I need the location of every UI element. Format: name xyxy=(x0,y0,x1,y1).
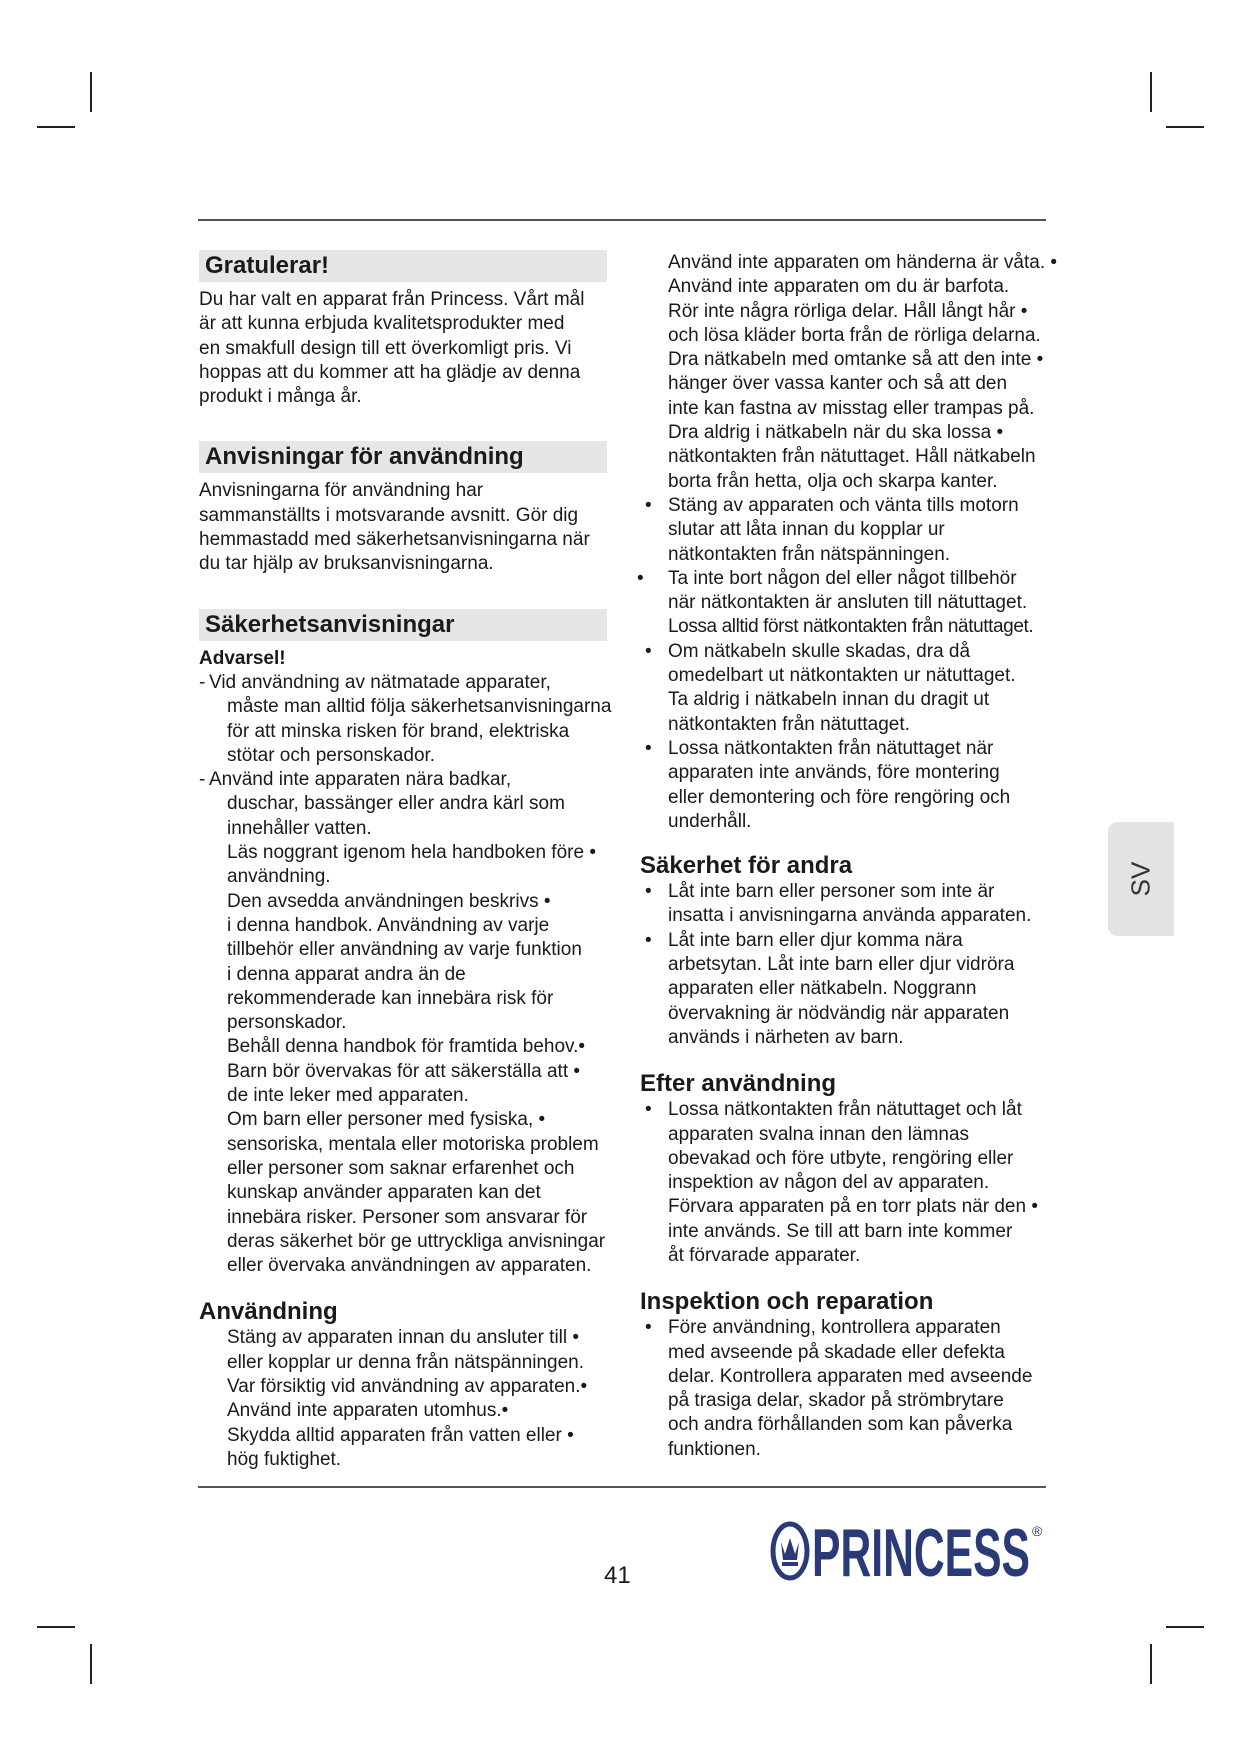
left-column xyxy=(199,250,639,1472)
bullet-item xyxy=(640,494,1080,567)
text-line: du tar hjälp av bruksanvisningarna. xyxy=(199,553,494,575)
text-line: kunskap använder apparaten kan det xyxy=(227,1182,541,1204)
text-line: Lossa alltid först nätkontakten från nätuttaget. xyxy=(668,616,1034,638)
text-line: en smakfull design till ett överkomligt pris. Vi xyxy=(199,337,572,359)
bullet-item xyxy=(640,640,1080,737)
text-line: tillbehör eller användning av varje funktion xyxy=(227,939,582,961)
text-line: duschar, bassänger eller andra kärl som xyxy=(227,793,565,815)
crop-mark xyxy=(90,1644,92,1684)
text-line: Stäng av apparaten och vänta tills motorn xyxy=(668,494,1019,516)
text-line: hemmastadd med säkerhetsanvisningarna när xyxy=(199,529,590,551)
text-line: är att kunna erbjuda kvalitetsprodukter med xyxy=(199,313,565,335)
text-line: Ta inte bort någon del eller något tillbehör xyxy=(668,567,1017,589)
text-line: apparaten inte används, före montering xyxy=(668,762,1000,784)
text-line: inte kan fastna av misstag eller trampas på. xyxy=(668,397,1035,419)
text-line: Du har valt en apparat från Princess. Vårt mål xyxy=(199,289,585,310)
text-line: Ta aldrig i nätkabeln innan du dragit ut xyxy=(668,689,990,711)
section-heading-efter: Efter användning xyxy=(640,1070,837,1098)
bullet-marker: • xyxy=(637,567,644,589)
crop-mark xyxy=(90,72,92,112)
text-line: måste man alltid följa säkerhetsanvisningarna xyxy=(227,696,612,718)
crop-mark xyxy=(37,1626,75,1628)
text-line: hög fuktighet. xyxy=(227,1448,342,1470)
crop-mark xyxy=(1166,126,1204,128)
text-line: apparaten eller nätkabeln. Noggrann xyxy=(668,978,977,1000)
efter-text xyxy=(640,1195,1080,1268)
text-line: i denna handbok. Användning av varje xyxy=(227,914,550,936)
text-line: slutar att låta innan du kopplar ur xyxy=(668,519,945,541)
text-line: Dra aldrig i nätkabeln när du ska lossa • xyxy=(668,422,1004,444)
text-line: eller övervaka användningen av apparaten. xyxy=(227,1255,592,1277)
section-heading-gratulerar: Gratulerar! xyxy=(199,250,607,282)
gratulerar-text xyxy=(199,288,639,409)
text-line: sensoriska, mentala eller motoriska problem xyxy=(227,1133,599,1155)
text-line: Använd inte apparaten nära badkar, xyxy=(209,769,512,791)
bullet-marker: • xyxy=(645,640,652,662)
text-line: och lösa kläder borta från de rörliga delarna. xyxy=(668,324,1041,346)
crop-mark xyxy=(37,126,75,128)
princess-logo xyxy=(768,1514,1048,1586)
text-line: Dra nätkabeln med omtanke så att den inte • xyxy=(668,349,1044,371)
bullet-item xyxy=(640,1098,1080,1195)
language-tab-label: SV xyxy=(1125,861,1156,897)
text-line: och andra förhållanden som kan påverka xyxy=(668,1414,1013,1436)
text-line: för att minska risken för brand, elektriska xyxy=(227,720,570,742)
text-line: Rör inte några rörliga delar. Håll långt hår • xyxy=(668,300,1028,322)
text-line: insatta i anvisningarna använda apparaten. xyxy=(668,905,1032,927)
bullet-item xyxy=(640,737,1080,834)
text-line: eller personer som saknar erfarenhet och xyxy=(227,1157,575,1179)
text-line: Använd inte apparaten utomhus.• xyxy=(227,1400,509,1422)
text-line: deras säkerhet bör ge uttryckliga anvisningar xyxy=(227,1230,606,1252)
text-line: Vid användning av nätmatade apparater, xyxy=(209,671,551,693)
text-line: personskador. xyxy=(227,1012,347,1034)
text-line: underhåll. xyxy=(668,810,752,832)
section-heading-sakerhet-andra: Säkerhet för andra xyxy=(640,852,853,880)
text-line: funktionen. xyxy=(668,1438,761,1460)
bullet-marker: • xyxy=(645,1099,652,1121)
text-line: nätkontakten från nätuttaget. Håll nätkabeln xyxy=(668,446,1036,468)
bullet-marker: • xyxy=(645,1317,652,1339)
text-line: Lossa nätkontakten från nätuttaget och låt xyxy=(668,1099,1022,1121)
text-line: inspektion av någon del av apparaten. xyxy=(668,1172,990,1194)
text-line: hänger över vassa kanter och så att den xyxy=(668,373,1008,395)
crown-emblem-icon xyxy=(773,1524,807,1578)
dash-marker: - xyxy=(199,769,206,791)
text-line: Läs noggrant igenom hela handboken före • xyxy=(227,842,596,864)
section-heading-anvandning: Användning xyxy=(199,1298,338,1326)
crop-mark xyxy=(1150,1644,1152,1684)
text-line: eller demontering och före rengöring och xyxy=(668,786,1011,808)
text-line: delar. Kontrollera apparaten med avseende xyxy=(668,1365,1033,1387)
text-line: Barn bör övervakas för att säkerställa att • xyxy=(227,1060,581,1082)
bullet-item xyxy=(640,880,1080,929)
text-line: omedelbart ut nätkontakten ur nätuttaget. xyxy=(668,665,1016,687)
dash-list-item xyxy=(199,671,639,768)
bullet-item xyxy=(640,929,1080,1050)
text-line: Om nätkabeln skulle skadas, dra då xyxy=(668,640,971,662)
warning-subheading: Advarsel! xyxy=(199,647,286,669)
anvandning-text xyxy=(199,1326,639,1472)
text-line: arbetsytan. Låt inte barn eller djur vidröra xyxy=(668,954,1015,976)
section-heading-inspektion: Inspektion och reparation xyxy=(640,1288,934,1316)
text-line: nätkontakten från nätspänningen. xyxy=(668,543,951,565)
safety-text xyxy=(199,841,639,1278)
text-line: eller kopplar ur denna från nätspänningen. xyxy=(227,1351,585,1373)
text-line: används i närheten av barn. xyxy=(668,1026,904,1048)
text-line: produkt i många år. xyxy=(199,386,362,408)
right-column xyxy=(637,251,1080,1462)
intro-text xyxy=(640,251,1080,494)
text-line: Låt inte barn eller djur komma nära xyxy=(668,929,963,951)
text-line: Skydda alltid apparaten från vatten eller • xyxy=(227,1424,574,1446)
text-line: när nätkontakten är ansluten till nätuttaget. xyxy=(668,592,1028,614)
text-line: Anvisningarna för användning har xyxy=(199,480,484,502)
bullet-item xyxy=(637,567,1080,640)
text-line: på trasiga delar, skador på strömbrytare xyxy=(668,1390,1004,1412)
bullet-marker: • xyxy=(645,881,652,903)
bullet-item xyxy=(640,1316,1080,1462)
text-line: Använd inte apparaten om du är barfota. xyxy=(668,276,1010,298)
text-line: rekommenderade kan innebära risk för xyxy=(227,987,554,1009)
dash-list-item xyxy=(199,768,639,841)
text-line: sammanställts i motsvarande avsnitt. Gör dig xyxy=(199,504,579,526)
brand-wordmark: PRINCESS xyxy=(812,1515,1030,1586)
crop-mark xyxy=(1166,1626,1204,1628)
bullet-marker: • xyxy=(645,494,652,516)
text-line: Behåll denna handbok för framtida behov.• xyxy=(227,1036,586,1058)
bottom-rule xyxy=(198,1486,1046,1488)
language-tab xyxy=(1108,822,1174,936)
text-line: användning. xyxy=(227,866,331,888)
text-line: borta från hetta, olja och skarpa kanter. xyxy=(668,470,998,492)
section-heading-sakerhet: Säkerhetsanvisningar xyxy=(199,609,607,641)
top-rule xyxy=(198,219,1046,221)
text-line: Förvara apparaten på en torr plats när den • xyxy=(668,1196,1038,1218)
section-heading-anvisningar: Anvisningar för användning xyxy=(199,441,607,473)
text-line: stötar och personskador. xyxy=(227,744,436,766)
text-line: övervakning är nödvändig när apparaten xyxy=(668,1002,1010,1024)
text-line: obevakad och före utbyte, rengöring eller xyxy=(668,1147,1014,1169)
text-line: hoppas att du kommer att ha glädje av denna xyxy=(199,361,581,383)
text-line: Stäng av apparaten innan du ansluter till • xyxy=(227,1327,580,1349)
crop-mark xyxy=(1150,72,1152,112)
text-line: innebära risker. Personer som ansvarar för xyxy=(227,1206,588,1228)
text-line: innehåller vatten. xyxy=(227,817,372,839)
dash-marker: - xyxy=(199,671,206,693)
text-line: Före användning, kontrollera apparaten xyxy=(668,1317,1001,1339)
text-line: inte används. Se till att barn inte kommer xyxy=(668,1220,1013,1242)
bullet-marker: • xyxy=(645,929,652,951)
text-line: åt förvarade apparater. xyxy=(668,1244,861,1266)
text-line: i denna apparat andra än de xyxy=(227,963,466,985)
text-line: nätkontakten från nätuttaget. xyxy=(668,713,910,735)
registered-mark: ® xyxy=(1032,1523,1043,1539)
text-line: Den avsedda användningen beskrivs • xyxy=(227,890,551,912)
text-line: Använd inte apparaten om händerna är våta. • xyxy=(668,252,1058,273)
bullet-marker: • xyxy=(645,737,652,759)
page-number: 41 xyxy=(604,1562,631,1589)
text-line: Var försiktig vid användning av apparaten.• xyxy=(227,1375,588,1397)
text-line: de inte leker med apparaten. xyxy=(227,1085,469,1107)
text-line: Låt inte barn eller personer som inte är xyxy=(668,881,995,903)
text-line: Lossa nätkontakten från nätuttaget när xyxy=(668,737,994,759)
text-line: apparaten svalna innan den lämnas xyxy=(668,1123,970,1145)
anvisningar-text xyxy=(199,479,639,576)
text-line: Om barn eller personer med fysiska, • xyxy=(227,1109,546,1131)
text-line: med avseende på skadade eller defekta xyxy=(668,1341,1005,1363)
